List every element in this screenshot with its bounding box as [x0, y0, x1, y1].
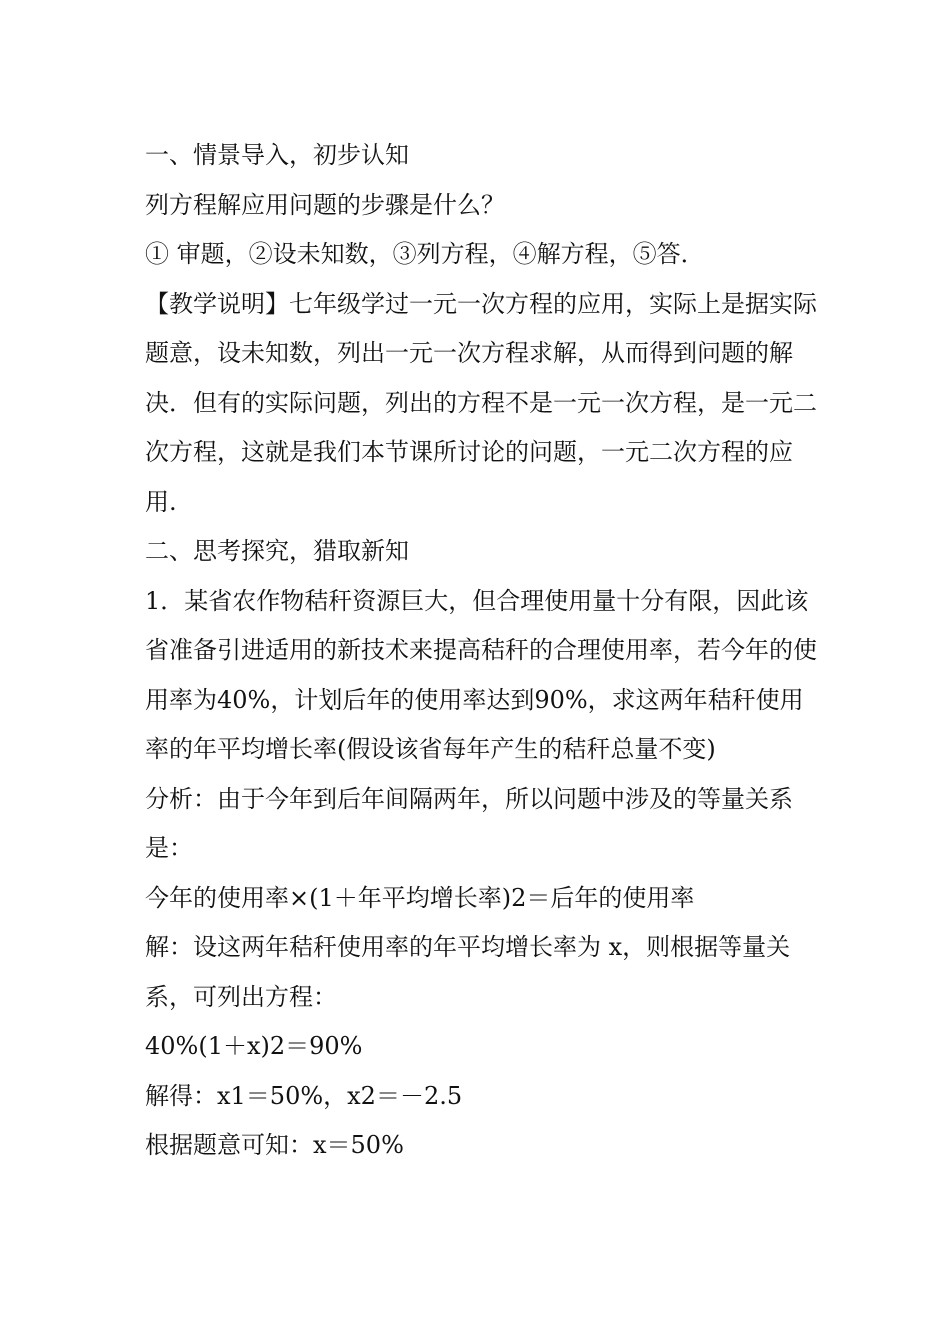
teaching-note: 【教学说明】七年级学过一元一次方程的应用，实际上是据实际题意，设未知数，列出一元一次方程求解，从而得到问题的解决．但有的实际问题，列出的方程不是一元一次方程，是一元二次方程，这就是我们本节课所讨论的问题，一元二次方程的应用.: [145, 289, 817, 516]
question-text: 列方程解应用问题的步骤是什么？: [145, 190, 505, 219]
section-heading-2: 二、思考探究，猎取新知: [145, 537, 409, 565]
section-heading-1: 一、情景导入，初步认知: [145, 141, 409, 169]
problem-text: 1．某省农作物秸秆资源巨大，但合理使用量十分有限，因此该省准备引进适用的新技术来提高秸秆的合理使用率，若今年的使用率为40%，计划后年的使用率达到90%，求这两年秸秆使用率的年平均增长率(假设该省每年产生的秸秆总量不变): [145, 586, 817, 763]
steps-text: ① 审题，②设未知数，③列方程，④解方程，⑤答．: [145, 240, 705, 268]
relation-text: 今年的使用率×(1＋年平均增长率)2＝后年的使用率: [145, 883, 695, 912]
analysis-text: 分析：由于今年到后年间隔两年，所以问题中涉及的等量关系是：: [145, 784, 793, 862]
equation-text: 40%(1＋x)2＝90%: [145, 1032, 363, 1060]
roots-text: 解得：x1＝50%，x2＝－2.5: [145, 1081, 463, 1110]
conclusion-text: 根据题意可知：x＝50%: [145, 1131, 404, 1159]
solution-intro: 解：设这两年秸秆使用率的年平均增长率为 x，则根据等量关系，可列出方程：: [145, 933, 791, 1011]
document-body: [145, 131, 817, 1171]
